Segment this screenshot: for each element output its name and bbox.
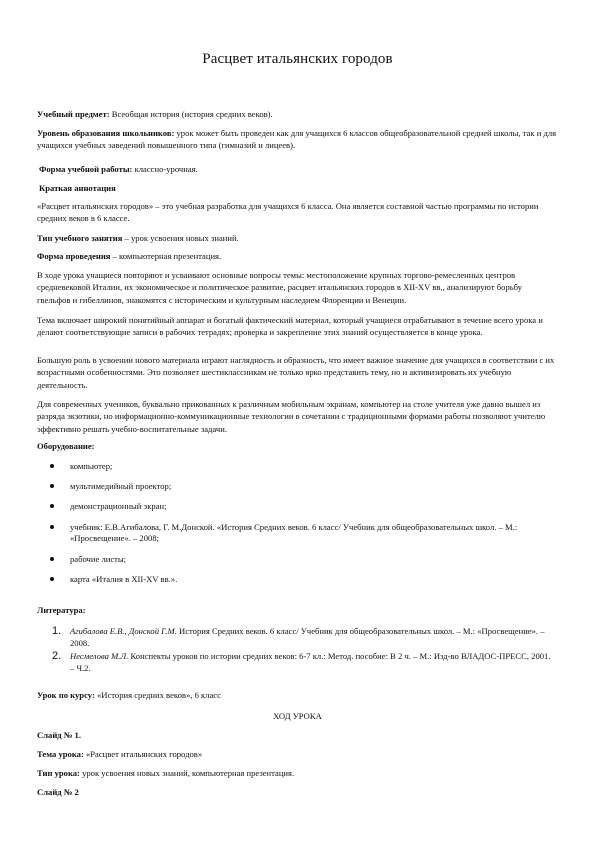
lesson-type-value: – урок усвоения новых знаний. (122, 233, 239, 243)
annotation-heading: Краткая аннотация (39, 183, 116, 193)
level-value: урок может быть проведен как для учащихся 6 классов общеобразовательной средней школы, так и для учащихся учебных заведений повышенного типа (гимназий и лицеев). (37, 128, 557, 151)
list-item: компьютер; (50, 461, 555, 473)
list-item: карта «Италия в XII-XV вв.». (50, 574, 555, 586)
bullet-icon (50, 464, 54, 468)
paragraph-1: В ходе урока учащиеся повторяют и усваивают основные вопросы темы: местоположение крупных торгово-ремесленных центров средневековой Италии, их экономическое и политическое развитие, расцвет итальянских городов в XII-XV вв., анализируют борьбу гвельфов и гибеллинов, знакомятся с историческим и культурным наследием Флоренции и Венеции. (37, 270, 522, 305)
paragraph-4: Для современных учеников, буквально прикованных к различным мобильным экранам, компьютер на столе учителя уже давно вышел из разряда экзотики, но информационно-коммуникационные технологии в сочетании с традиционными формами работы позволяют учителю эффективно решать учебно-воспитательные задачи. (37, 399, 546, 434)
list-item: мультимедийный проектор; (50, 481, 555, 493)
lesson-progress-heading: ХОД УРОКА (273, 711, 322, 721)
conduct-label: Форма проведения (37, 251, 111, 261)
form-line (39, 163, 559, 175)
type-label: Тип урока: (37, 768, 80, 778)
form-value: классно-урочная. (132, 164, 198, 174)
equipment-list (50, 461, 555, 586)
bullet-icon (50, 557, 54, 561)
list-item: демонстрационный экран; (50, 501, 555, 513)
subject-line (37, 108, 557, 120)
type-line (37, 767, 557, 779)
lesson-type-line (37, 232, 557, 244)
list-item: 2. Несмелова М.Л. Конспекты уроков по истории средних веков: 6-7 кл.: Метод. пособие: В 2 ч. – М.: Изд-во ВЛАДОС-ПРЕСС, 2001. – Ч.2. (52, 650, 551, 673)
conduct-line (37, 250, 557, 262)
equipment-heading: Оборудование: (37, 441, 95, 451)
subject-value: Всеобщая история (история средних веков). (109, 109, 273, 119)
slide-1-heading: Слайд № 1. (37, 730, 82, 740)
slide-2-heading: Слайд № 2 (37, 787, 79, 797)
course-line (37, 689, 557, 701)
course-label: Урок по курсу: (37, 690, 95, 700)
list-item: 1. Агибалова Е.В., Донской Г.М. История Средних веков. 6 класс/ Учебник для общеобразовательных школ. – М.: «Просвещение». – 2008. (52, 625, 545, 648)
annotation-text: «Расцвет итальянских городов» – это учебная разработка для учащихся 6 класса. Она является составной частью программы по истории средних веков в 6 классе. (37, 201, 539, 224)
topic-line (37, 748, 557, 760)
conduct-value: – компьютерная презентация. (110, 251, 222, 261)
level-label: Уровень образования школьников: (37, 128, 175, 138)
course-value: «История средних веков», 6 класс (94, 690, 221, 700)
topic-value: «Расцвет итальянских городов» (83, 749, 203, 759)
form-label: Форма учебной работы: (39, 164, 133, 174)
document-title: Расцвет итальянских городов (202, 51, 393, 67)
paragraph-2: Тема включает широкий понятийный аппарат и богатый фактический материал, который учащиеся отрабатывают в течение всего урока и делают соответствующие записи в рабочих тетрадях; проверка и закрепление этих знаний осуществляется в конце урока. (37, 315, 543, 338)
lesson-type-label: Тип учебного занятия (37, 233, 123, 243)
bullet-icon (50, 525, 54, 529)
bullet-icon (50, 577, 54, 581)
paragraph-3: Большую роль в усвоении нового материала играют наглядность и образность, что имеет важное значение для учащихся в соответствии с их возрастными особенностями. Это позволяет шестиклассникам не только ярко представить тему, но и активизировать их учебную деятельность. (37, 355, 555, 390)
topic-label: Тема урока: (37, 749, 84, 759)
list-item: рабочие листы; (50, 554, 555, 566)
list-item: учебник: Е.В.Агибалова, Г. М.Донской. «История Средних веков. 6 класс/ Учебник для общеобразовательных школ. – М.: «Просвещение». – 2008; (50, 522, 555, 545)
subject-label: Учебный предмет: (37, 109, 110, 119)
literature-list (52, 626, 552, 674)
bullet-icon (50, 484, 54, 488)
level-line (37, 127, 557, 152)
literature-heading: Литература: (37, 605, 86, 615)
type-value: урок усвоения новых знаний, компьютерная презентация. (79, 768, 295, 778)
bullet-icon (50, 504, 54, 508)
